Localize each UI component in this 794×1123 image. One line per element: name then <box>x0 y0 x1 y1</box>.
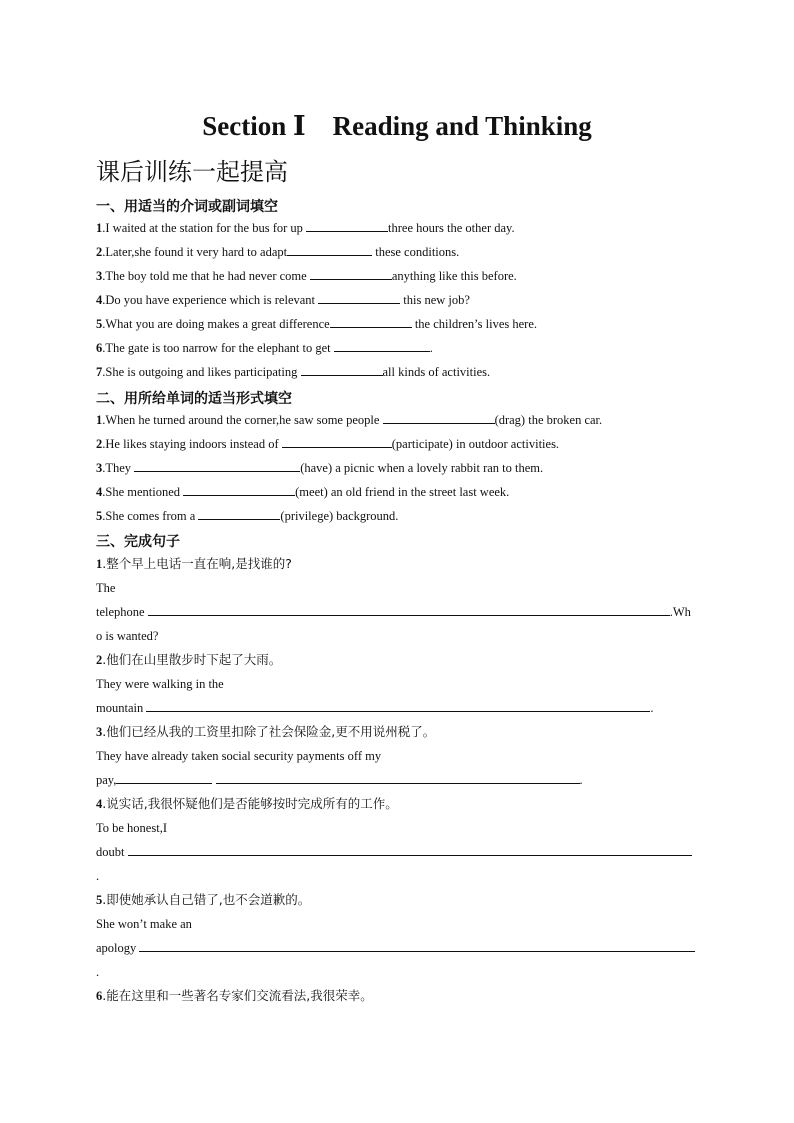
answer-blank[interactable] <box>301 363 383 376</box>
sentence-start: They were walking in the <box>96 677 224 691</box>
answer-blank[interactable] <box>318 291 400 304</box>
sentence-start: She won’t make an <box>96 917 192 931</box>
exercise-item: 2.He likes staying indoors instead of (participate) in outdoor activities. <box>96 437 560 451</box>
answer-blank[interactable] <box>116 771 212 784</box>
sentence-start: The <box>96 581 116 595</box>
answer-blank[interactable] <box>334 339 430 352</box>
answer-blank[interactable] <box>146 699 650 712</box>
exercise-item: 4.Do you have experience which is relevant this new job? <box>96 293 470 307</box>
answer-line: mountain . <box>96 701 654 715</box>
exercise-item: 3.They (have) a picnic when a lovely rabbit ran to them. <box>96 461 544 475</box>
sentence-end: . <box>96 869 100 883</box>
answer-blank[interactable] <box>139 939 695 952</box>
answer-blank[interactable] <box>310 267 392 280</box>
answer-blank[interactable] <box>198 507 280 520</box>
sentence-start: They have already taken social security payments off my <box>96 749 382 763</box>
question-prompt: 5.即使她承认自己错了,也不会道歉的。 <box>96 892 311 907</box>
answer-blank[interactable] <box>383 411 495 424</box>
exercise-item: 5.What you are doing makes a great difference the children’s lives here. <box>96 317 538 331</box>
answer-line: doubt <box>96 843 692 861</box>
exercise-item: 1.I waited at the station for the bus for up three hours the other day. <box>96 221 515 235</box>
answer-blank[interactable] <box>282 435 392 448</box>
answer-blank[interactable] <box>134 459 300 472</box>
exercise-item: 4.She mentioned (meet) an old friend in the street last week. <box>96 485 510 499</box>
question-prompt: 4.说实话,我很怀疑他们是否能够按时完成所有的工作。 <box>96 796 398 811</box>
question-prompt: 1.整个早上电话一直在响,是找谁的? <box>96 556 292 571</box>
answer-blank[interactable] <box>330 315 412 328</box>
answer-blank[interactable] <box>216 771 580 784</box>
sentence-start: To be honest,I <box>96 821 167 835</box>
page-title: Section Ⅰ Reading and Thinking <box>202 111 592 141</box>
exercise-item: 7.She is outgoing and likes participating all kinds of activities. <box>96 365 491 379</box>
exercise-item: 5.She comes from a (privilege) background. <box>96 509 399 523</box>
question-prompt: 6.能在这里和一些著名专家们交流看法,我很荣幸。 <box>96 988 373 1003</box>
answer-blank[interactable] <box>183 483 295 496</box>
answer-line: apology <box>96 939 695 957</box>
question-prompt: 2.他们在山里散步时下起了大雨。 <box>96 652 282 667</box>
exercise-item: 1.When he turned around the corner,he saw some people (drag) the broken car. <box>96 413 603 427</box>
exercise-item: 6.The gate is too narrow for the elephant to get . <box>96 341 433 355</box>
answer-line: pay, . <box>96 773 583 787</box>
exercise-item: 2.Later,she found it very hard to adapt these conditions. <box>96 245 460 259</box>
answer-blank[interactable] <box>148 603 670 616</box>
sentence-end: o is wanted? <box>96 629 159 643</box>
answer-blank[interactable] <box>287 243 372 256</box>
section-heading-1: 一、用适当的介词或副词填空 <box>96 199 278 215</box>
sentence-end: . <box>96 965 100 979</box>
answer-line: telephone .Wh <box>96 605 691 619</box>
answer-blank[interactable] <box>306 219 388 232</box>
question-prompt: 3.他们已经从我的工资里扣除了社会保险金,更不用说州税了。 <box>96 724 436 739</box>
answer-blank[interactable] <box>128 843 692 856</box>
section-heading-3: 三、完成句子 <box>96 534 180 550</box>
exercise-item: 3.The boy told me that he had never come anything like this before. <box>96 269 517 283</box>
section-heading-2: 二、用所给单词的适当形式填空 <box>96 391 292 407</box>
page-subtitle: 课后训练一起提高 <box>96 158 288 186</box>
